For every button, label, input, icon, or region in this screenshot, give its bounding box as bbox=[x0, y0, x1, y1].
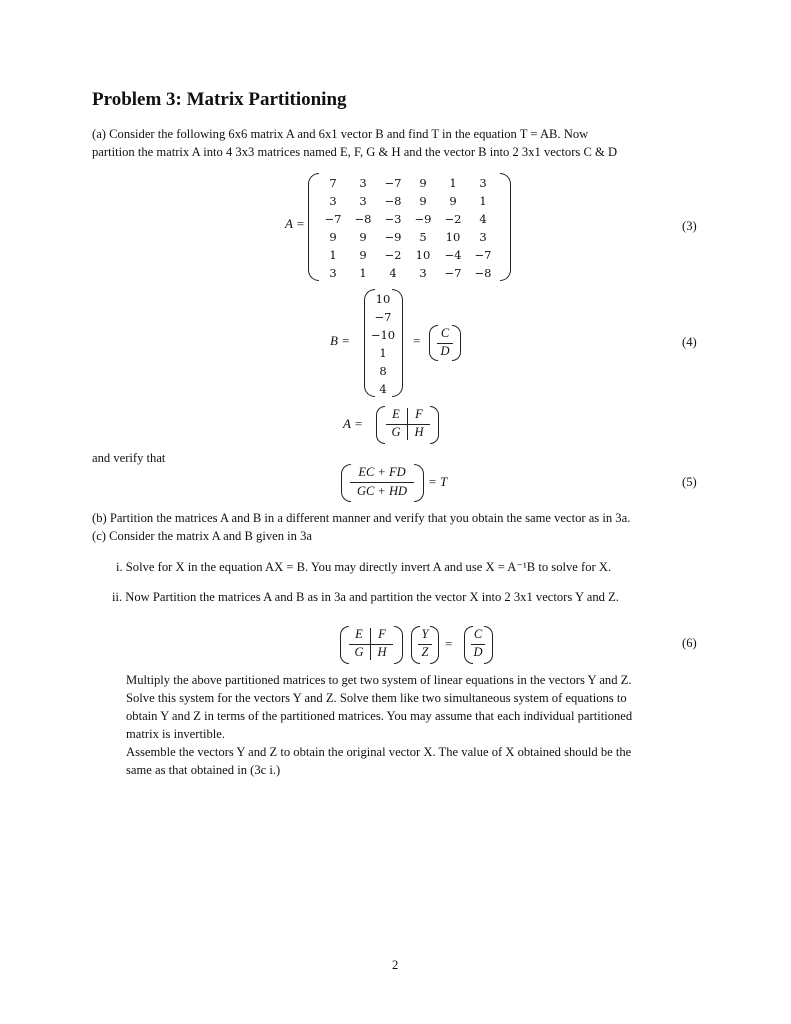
page-number: 2 bbox=[392, 958, 399, 972]
matrix-a-cell: −2 bbox=[384, 248, 402, 262]
matrix-a-cell: 9 bbox=[419, 194, 427, 208]
block-f: F bbox=[415, 407, 423, 421]
matrix-a-cell: 10 bbox=[415, 248, 431, 262]
eq6-vline bbox=[370, 628, 371, 660]
part-a-line-1: (a) Consider the following 6x6 matrix A and 6x1 vector B and find T in the equation T = AB. Now bbox=[92, 127, 589, 141]
matrix-a-cell: 9 bbox=[449, 194, 457, 208]
final-line-5: Assemble the vectors Y and Z to obtain the original vector X. The value of X obtained should be the bbox=[126, 745, 632, 759]
part-c-text: (c) Consider the matrix A and B given in 3a bbox=[92, 529, 312, 543]
matrix-a-cell: 1 bbox=[329, 248, 337, 262]
matrix-a-cell: −3 bbox=[384, 212, 402, 226]
eq6-left-paren-1 bbox=[340, 626, 349, 664]
partition-a-left-paren bbox=[376, 406, 385, 444]
vector-b-entry: 8 bbox=[379, 364, 387, 378]
matrix-a-row bbox=[318, 192, 498, 210]
eq6-y: Y bbox=[421, 627, 429, 641]
part-a-text bbox=[92, 125, 702, 161]
matrix-a-cell: 4 bbox=[479, 212, 487, 226]
eq6-right-paren-1 bbox=[394, 626, 403, 664]
eq-number-4: (4) bbox=[682, 335, 697, 349]
partition-a-right-paren bbox=[430, 406, 439, 444]
part-a-line-2: partition the matrix A into 4 3x3 matrices named E, F, G & H and the vector B into 2 3x1 vectors C & D bbox=[92, 145, 618, 159]
matrix-a-cell: 7 bbox=[329, 176, 337, 190]
matrix-a-cell: 1 bbox=[359, 266, 367, 280]
matrix-a-row bbox=[318, 174, 498, 192]
matrix-a-row bbox=[318, 246, 498, 264]
matrix-a-cell: −9 bbox=[414, 212, 432, 226]
verify-rhs: = T bbox=[428, 474, 448, 489]
final-line-6: same as that obtained in (3c i.) bbox=[126, 763, 281, 777]
matrix-a-cell: 4 bbox=[389, 266, 397, 280]
matrix-a-cell: 3 bbox=[329, 266, 337, 280]
vector-b-label: B = bbox=[330, 333, 350, 348]
block-g: G bbox=[391, 425, 401, 439]
verify-divider bbox=[350, 482, 414, 483]
matrix-a-cell: 9 bbox=[359, 230, 367, 244]
matrix-a-cell: 9 bbox=[329, 230, 337, 244]
matrix-a-cell: −9 bbox=[384, 230, 402, 244]
part-b-text: (b) Partition the matrices A and B in a different manner and verify that you obtain the same vector as in 3a. bbox=[92, 511, 631, 525]
matrix-a-cell: 3 bbox=[479, 230, 487, 244]
eq6-block-g: G bbox=[354, 645, 364, 659]
vector-b-entry: −10 bbox=[370, 328, 396, 342]
item-i-text: i. Solve for X in the equation AX = B. You may directly invert A and use X = A⁻¹B to solve for X. bbox=[116, 560, 612, 574]
matrix-a-cell: 5 bbox=[419, 230, 427, 244]
vector-b-entry: −7 bbox=[374, 310, 392, 324]
eq6-equals: = bbox=[445, 636, 453, 651]
eq6-block-h: H bbox=[377, 645, 387, 659]
matrix-a-cell: −2 bbox=[444, 212, 462, 226]
block-e: E bbox=[392, 407, 400, 421]
final-line-3: obtain Y and Z in terms of the partitioned matrices. You may assume that each individual partitioned bbox=[126, 709, 633, 723]
matrix-a-cell: 9 bbox=[359, 248, 367, 262]
eq-number-3: (3) bbox=[682, 219, 697, 233]
matrix-a-label: A = bbox=[285, 216, 305, 231]
matrix-a-row bbox=[318, 264, 498, 282]
vector-b-entry: 10 bbox=[375, 292, 391, 306]
eq-number-6: (6) bbox=[682, 636, 697, 650]
matrix-a-cell: −7 bbox=[444, 266, 462, 280]
matrix-a-cell: −7 bbox=[324, 212, 342, 226]
partition-a-vline bbox=[407, 408, 408, 440]
eq6-z: Z bbox=[421, 645, 429, 659]
matrix-a-cell: −8 bbox=[354, 212, 372, 226]
matrix-a-right-paren bbox=[500, 173, 511, 281]
matrix-a-row bbox=[318, 210, 498, 228]
item-ii-text: ii. Now Partition the matrices A and B as in 3a and partition the vector X into 2 3x1 vectors Y and Z. bbox=[112, 590, 619, 604]
matrix-a-cell: 10 bbox=[445, 230, 461, 244]
matrix-a-cell: 9 bbox=[419, 176, 427, 190]
matrix-a bbox=[318, 174, 498, 282]
matrix-a-cell: 3 bbox=[329, 194, 337, 208]
eq-number-5: (5) bbox=[682, 475, 697, 489]
vector-b bbox=[368, 290, 398, 398]
matrix-a-cell: −4 bbox=[444, 248, 462, 262]
verify-text: and verify that bbox=[92, 451, 166, 465]
eq6-hline bbox=[349, 644, 393, 645]
matrix-a-row bbox=[318, 228, 498, 246]
block-h: H bbox=[414, 425, 424, 439]
vector-b-equals: = bbox=[413, 333, 421, 348]
verify-top: EC + FD bbox=[358, 465, 406, 479]
matrix-a-cell: 3 bbox=[359, 194, 367, 208]
final-line-4: matrix is invertible. bbox=[126, 727, 225, 741]
partition-a-label: A = bbox=[343, 416, 363, 431]
eq6-block-e: E bbox=[355, 627, 363, 641]
vector-d-symbol: D bbox=[440, 344, 450, 358]
matrix-a-cell: −8 bbox=[384, 194, 402, 208]
final-paragraph bbox=[126, 671, 706, 779]
vector-b-entry: 1 bbox=[379, 346, 387, 360]
final-line-1: Multiply the above partitioned matrices to get two system of linear equations in the vectors Y and Z. bbox=[126, 673, 632, 687]
eq6-d: D bbox=[473, 645, 483, 659]
matrix-a-cell: 3 bbox=[419, 266, 427, 280]
matrix-a-cell: 3 bbox=[359, 176, 367, 190]
matrix-a-cell: −8 bbox=[474, 266, 492, 280]
partition-a-hline bbox=[386, 424, 430, 425]
eq6-c: C bbox=[473, 627, 483, 641]
vector-b-entry: 4 bbox=[379, 382, 387, 396]
vector-c-symbol: C bbox=[440, 326, 450, 340]
eq6-block-f: F bbox=[378, 627, 386, 641]
matrix-a-cell: −7 bbox=[474, 248, 492, 262]
matrix-a-cell: 3 bbox=[479, 176, 487, 190]
matrix-a-cell: −7 bbox=[384, 176, 402, 190]
verify-bottom: GC + HD bbox=[356, 484, 408, 498]
matrix-a-cell: 1 bbox=[479, 194, 487, 208]
final-line-2: Solve this system for the vectors Y and Z. Solve them like two simultaneous system of equations to bbox=[126, 691, 627, 705]
page-title: Problem 3: Matrix Partitioning bbox=[92, 89, 347, 110]
matrix-a-cell: 1 bbox=[449, 176, 457, 190]
